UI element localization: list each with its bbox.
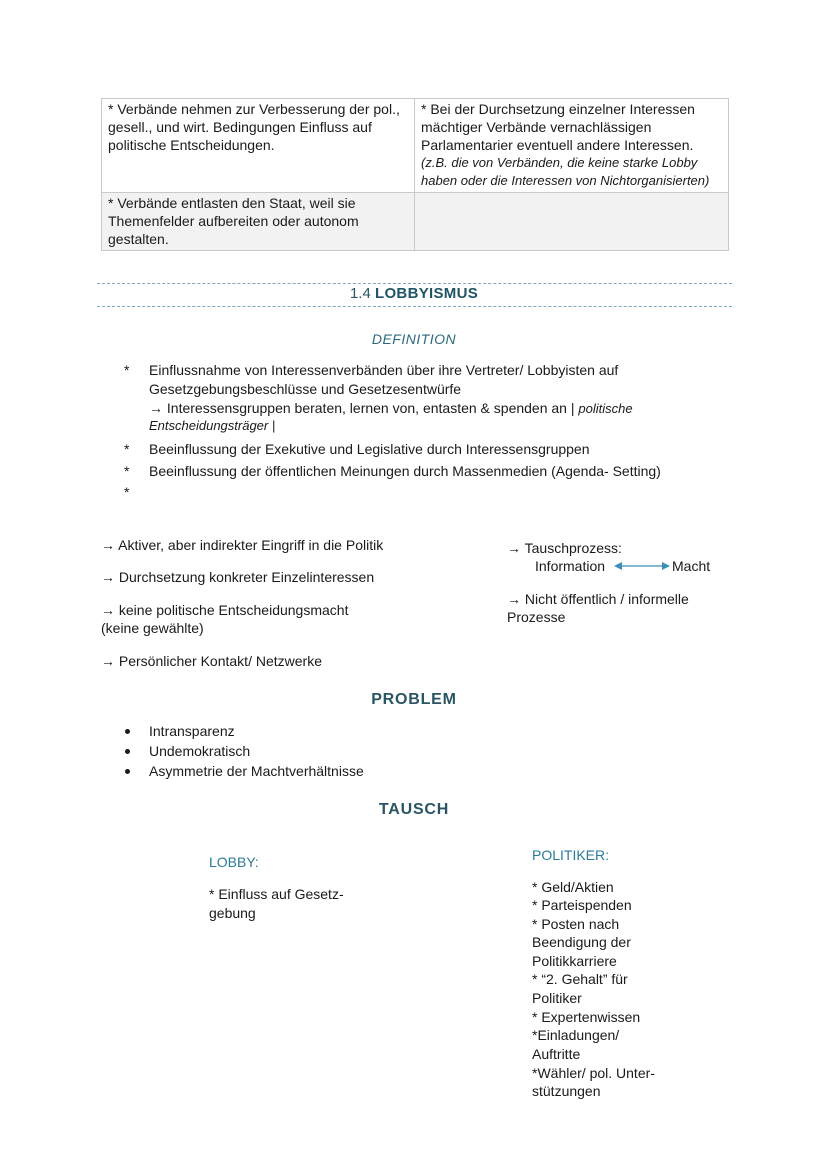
table-row [102, 99, 729, 193]
table-cell: * Verbände nehmen zur Verbesserung der pol., gesell., und wirt. Bedingungen Einfluss auf politische Entscheidungen. [102, 99, 415, 193]
definition-line: Entscheidungsträger | [149, 418, 276, 433]
informal-line: → Nicht öffentlich / informelle [507, 591, 689, 607]
lobby-line: * Einfluss auf Gesetz- [209, 886, 344, 902]
cell-note: (z.B. die von Verbänden, die keine starke Lobby haben oder die Interessen von Nichtorganisierten) [421, 155, 710, 188]
table-cell [415, 99, 729, 193]
politiker-line: *Einladungen/ [532, 1027, 620, 1043]
definition-line: Gesetzgebungsbeschlüsse und Gesetzesentwürfe [149, 381, 462, 397]
definition-line: Beeinflussung der öffentlichen Meinungen durch Massenmedien (Agenda- Setting) [149, 463, 661, 479]
cell-text: * Bei der Durchsetzung einzelner Interessen mächtiger Verbände vernachlässigen Parlamentarier eventuell andere Interessen. [421, 101, 695, 153]
exchange-right: Macht [672, 558, 711, 574]
section-heading: LOBBYISMUS [375, 285, 479, 302]
definition-line: Beeinflussung der Exekutive und Legislative durch Interessensgruppen [149, 441, 590, 457]
star-marker: * [124, 362, 130, 378]
definition-arrow-text: → Interessensgruppen beraten, lernen von, entasten & spenden an | [149, 400, 575, 416]
exchange-label: → Tauschprozess: [507, 540, 622, 556]
politiker-line: * Expertenwissen [532, 1009, 641, 1025]
politiker-line: *Wähler/ pol. Unter- [532, 1065, 655, 1081]
politiker-heading: POLITIKER: [532, 847, 610, 863]
feature-line: → Aktiver, aber indirekter Eingriff in die Politik [101, 537, 384, 553]
lobby-line: gebung [209, 905, 256, 921]
politiker-line: * Geld/Aktien [532, 879, 614, 895]
politiker-line: * Posten nach [532, 916, 620, 932]
section-number: 1.4 [349, 285, 371, 302]
list-item-text: Asymmetrie der Machtverhältnisse [149, 763, 364, 779]
politiker-line: * Parteispenden [532, 897, 632, 913]
pros-cons-table [101, 98, 729, 251]
divider [97, 283, 732, 284]
politiker-line: Politiker [532, 990, 582, 1006]
politiker-line: Politikkarriere [532, 953, 617, 969]
feature-line: (keine gewählte) [101, 620, 204, 636]
table-row [102, 193, 729, 251]
section-title [0, 285, 828, 304]
list-item-text: Undemokratisch [149, 743, 251, 759]
politiker-line: * “2. Gehalt” für [532, 971, 628, 987]
star-marker: * [124, 463, 130, 479]
definition-line: Einflussnahme von Interessenverbänden über ihre Vertreter/ Lobbyisten auf [149, 362, 619, 378]
list-item-text: Intransparenz [149, 723, 235, 739]
star-marker: * [124, 484, 130, 500]
informal-line: Prozesse [507, 609, 566, 625]
definition-heading: DEFINITION [371, 331, 457, 347]
exchange-left: Information [535, 558, 606, 574]
divider [97, 306, 732, 307]
star-marker: * [124, 441, 130, 457]
tausch-heading: TAUSCH [378, 801, 450, 818]
problem-heading: PROBLEM [371, 691, 457, 708]
politiker-line: Beendigung der [532, 934, 631, 950]
politiker-line: stützungen [532, 1083, 601, 1099]
table-cell: * Verbände entlasten den Staat, weil sie Themenfelder aufbereiten oder autonom gestalten. [102, 193, 415, 251]
table-cell [415, 193, 729, 251]
double-arrow-icon [614, 560, 670, 572]
politiker-line: Auftritte [532, 1046, 581, 1062]
definition-italic: politische [578, 401, 633, 416]
definition-line [149, 399, 709, 419]
feature-line: → Durchsetzung konkreter Einzelinteressen [101, 569, 375, 585]
lobby-heading: LOBBY: [209, 854, 259, 870]
feature-line: → keine politische Entscheidungsmacht [101, 602, 349, 618]
feature-line: → Persönlicher Kontakt/ Netzwerke [101, 653, 322, 669]
